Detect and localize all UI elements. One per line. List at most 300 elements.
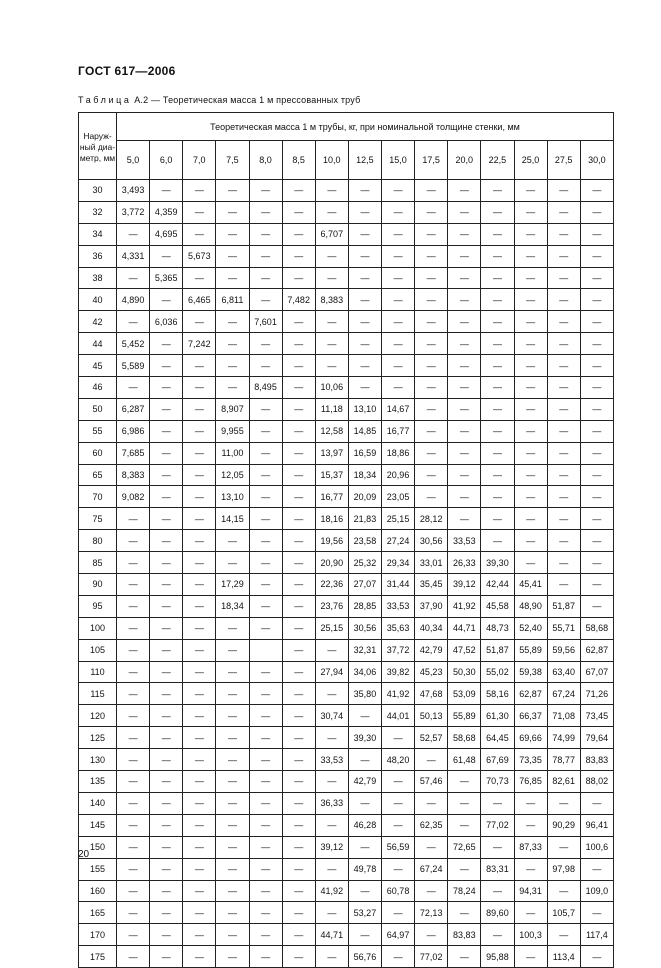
mass-value-cell: — [514, 311, 547, 333]
table-row [79, 377, 614, 399]
mass-value-cell: — [117, 705, 150, 727]
mass-value-cell: 40,34 [415, 617, 448, 639]
mass-value-cell: — [249, 464, 282, 486]
mass-value-cell: — [117, 814, 150, 836]
mass-value-cell: 51,87 [481, 639, 514, 661]
mass-value-cell: — [183, 201, 216, 223]
mass-value-cell: — [514, 201, 547, 223]
mass-value-cell: 74,99 [547, 727, 580, 749]
table-row [79, 245, 614, 267]
mass-value-cell: — [216, 377, 249, 399]
mass-value-cell: — [216, 245, 249, 267]
mass-value-cell: 70,73 [481, 771, 514, 793]
mass-table [78, 112, 614, 968]
mass-value-cell: — [150, 661, 183, 683]
mass-value-cell: — [117, 946, 150, 968]
mass-value-cell: 44,71 [315, 924, 348, 946]
outer-diameter-cell: 60 [79, 442, 117, 464]
mass-value-cell: — [315, 814, 348, 836]
mass-value-cell: — [514, 245, 547, 267]
mass-value-cell: 6,465 [183, 289, 216, 311]
mass-value-cell: 42,79 [348, 771, 381, 793]
mass-value-cell: 82,61 [547, 771, 580, 793]
mass-value-cell: 47,68 [415, 683, 448, 705]
mass-value-cell: — [282, 420, 315, 442]
mass-value-cell: 83,83 [580, 749, 613, 771]
mass-value-cell: 18,16 [315, 508, 348, 530]
mass-value-cell: — [117, 683, 150, 705]
mass-value-cell: — [415, 749, 448, 771]
outer-diameter-cell: 34 [79, 223, 117, 245]
mass-value-cell: — [282, 442, 315, 464]
mass-value-cell: 44,01 [382, 705, 415, 727]
mass-value-cell: 23,05 [382, 486, 415, 508]
table-row [79, 289, 614, 311]
mass-value-cell: — [580, 180, 613, 202]
mass-value-cell: 48,90 [514, 595, 547, 617]
mass-value-cell: — [282, 639, 315, 661]
table-caption-text: А.2 — Теоретическая масса 1 м прессованных труб [131, 95, 361, 105]
mass-value-cell: — [382, 333, 415, 355]
mass-value-cell: — [514, 814, 547, 836]
mass-value-cell: — [216, 858, 249, 880]
outer-diameter-cell: 145 [79, 814, 117, 836]
mass-value-cell: — [150, 683, 183, 705]
mass-value-cell: — [183, 749, 216, 771]
table-row [79, 595, 614, 617]
mass-value-cell: 6,811 [216, 289, 249, 311]
mass-value-cell: 105,7 [547, 902, 580, 924]
mass-value-cell: — [183, 311, 216, 333]
mass-value-cell: — [183, 223, 216, 245]
mass-value-cell: — [348, 289, 381, 311]
outer-diameter-cell: 130 [79, 749, 117, 771]
mass-value-cell: — [514, 552, 547, 574]
mass-value-cell: — [150, 836, 183, 858]
mass-value-cell: 33,01 [415, 552, 448, 574]
mass-value-cell: — [547, 442, 580, 464]
mass-value-cell: — [481, 464, 514, 486]
mass-value-cell: 39,30 [348, 727, 381, 749]
wall-thickness-header: 27,5 [547, 141, 580, 180]
outer-diameter-cell: 140 [79, 792, 117, 814]
mass-value-cell: 59,56 [547, 639, 580, 661]
wall-thickness-header: 5,0 [117, 141, 150, 180]
mass-value-cell: — [547, 464, 580, 486]
mass-value-cell: — [183, 661, 216, 683]
mass-value-cell: — [481, 333, 514, 355]
mass-value-cell: — [415, 355, 448, 377]
mass-value-cell: 96,41 [580, 814, 613, 836]
mass-value-cell: 58,16 [481, 683, 514, 705]
mass-value-cell: 19,56 [315, 530, 348, 552]
mass-value-cell: 30,56 [348, 617, 381, 639]
mass-value-cell: — [348, 377, 381, 399]
mass-value-cell: 37,90 [415, 595, 448, 617]
mass-value-cell: — [580, 398, 613, 420]
mass-value-cell: — [282, 880, 315, 902]
mass-value-cell: 22,36 [315, 574, 348, 596]
mass-value-cell: — [348, 201, 381, 223]
mass-value-cell: 62,87 [580, 639, 613, 661]
mass-value-cell: — [282, 201, 315, 223]
mass-value-cell: — [150, 727, 183, 749]
mass-value-cell: 36,33 [315, 792, 348, 814]
wall-thickness-header: 8,0 [249, 141, 282, 180]
table-row [79, 880, 614, 902]
mass-value-cell: 9,955 [216, 420, 249, 442]
outer-diameter-cell: 65 [79, 464, 117, 486]
mass-value-cell: — [150, 398, 183, 420]
mass-value-cell: — [514, 267, 547, 289]
outer-diameter-cell: 44 [79, 333, 117, 355]
mass-value-cell: — [448, 771, 481, 793]
mass-value-cell: 117,4 [580, 924, 613, 946]
mass-value-cell: 4,890 [117, 289, 150, 311]
mass-value-cell: — [150, 814, 183, 836]
mass-value-cell: 7,685 [117, 442, 150, 464]
mass-value-cell: — [282, 377, 315, 399]
mass-value-cell: — [415, 333, 448, 355]
outer-diameter-cell: 100 [79, 617, 117, 639]
mass-value-cell: 16,59 [348, 442, 381, 464]
mass-value-cell: 20,96 [382, 464, 415, 486]
mass-value-cell: — [448, 333, 481, 355]
mass-value-cell: — [514, 333, 547, 355]
outer-diameter-cell: 30 [79, 180, 117, 202]
outer-diameter-cell: 155 [79, 858, 117, 880]
mass-value-cell: — [415, 245, 448, 267]
mass-value-cell: — [216, 902, 249, 924]
mass-value-cell: — [183, 836, 216, 858]
mass-value-cell: — [150, 530, 183, 552]
mass-value-cell: — [183, 639, 216, 661]
mass-value-cell: 66,37 [514, 705, 547, 727]
mass-value-cell: — [117, 880, 150, 902]
mass-value-cell: — [249, 486, 282, 508]
mass-value-cell: — [282, 180, 315, 202]
wall-thickness-header: 22,5 [481, 141, 514, 180]
mass-value-cell: — [448, 289, 481, 311]
mass-value-cell: — [183, 727, 216, 749]
wall-thickness-header: 7,0 [183, 141, 216, 180]
mass-value-cell: 5,365 [150, 267, 183, 289]
mass-value-cell: 41,92 [382, 683, 415, 705]
mass-value-cell: — [216, 814, 249, 836]
mass-value-cell: — [315, 858, 348, 880]
mass-value-cell: — [249, 924, 282, 946]
mass-value-cell: — [150, 377, 183, 399]
mass-value-cell: 4,359 [150, 201, 183, 223]
table-row [79, 902, 614, 924]
mass-value-cell: — [448, 946, 481, 968]
mass-value-cell: 21,83 [348, 508, 381, 530]
mass-value-cell: — [249, 267, 282, 289]
mass-value-cell: — [481, 880, 514, 902]
mass-value-cell: — [315, 180, 348, 202]
wall-thickness-header: 8,5 [282, 141, 315, 180]
mass-value-cell: 53,27 [348, 902, 381, 924]
mass-value-cell: — [580, 333, 613, 355]
mass-value-cell: — [282, 530, 315, 552]
mass-value-cell: — [580, 508, 613, 530]
mass-value-cell: 37,72 [382, 639, 415, 661]
mass-value-cell: 77,02 [415, 946, 448, 968]
wall-thickness-header: 12,5 [348, 141, 381, 180]
mass-value-cell: — [382, 814, 415, 836]
mass-value-cell: 64,97 [382, 924, 415, 946]
mass-value-cell: 52,57 [415, 727, 448, 749]
table-row [79, 661, 614, 683]
mass-value-cell: — [216, 792, 249, 814]
mass-value-cell: — [183, 420, 216, 442]
mass-value-cell: 28,85 [348, 595, 381, 617]
mass-value-cell: — [150, 902, 183, 924]
wall-thickness-header: 6,0 [150, 141, 183, 180]
mass-value-cell: — [580, 530, 613, 552]
mass-value-cell: 3,772 [117, 201, 150, 223]
mass-value-cell: — [249, 771, 282, 793]
mass-value-cell: 20,09 [348, 486, 381, 508]
mass-value-cell: — [117, 617, 150, 639]
mass-value-cell: 27,94 [315, 661, 348, 683]
mass-value-cell: 16,77 [382, 420, 415, 442]
mass-value-cell: — [216, 727, 249, 749]
mass-value-cell: — [282, 792, 315, 814]
mass-value-cell: — [580, 946, 613, 968]
mass-value-cell: — [117, 639, 150, 661]
mass-value-cell: 23,58 [348, 530, 381, 552]
mass-value-cell: — [183, 858, 216, 880]
mass-value-cell: — [216, 311, 249, 333]
mass-value-cell: — [150, 924, 183, 946]
mass-value-cell: — [282, 771, 315, 793]
mass-value-cell: — [514, 377, 547, 399]
mass-value-cell: — [547, 486, 580, 508]
mass-value-cell: — [282, 836, 315, 858]
mass-value-cell: — [216, 924, 249, 946]
mass-value-cell: — [249, 574, 282, 596]
mass-value-cell: 71,26 [580, 683, 613, 705]
mass-value-cell: 45,23 [415, 661, 448, 683]
mass-value-cell: 14,67 [382, 398, 415, 420]
mass-value-cell: 12,58 [315, 420, 348, 442]
mass-value-cell: — [547, 180, 580, 202]
mass-value-cell: — [117, 508, 150, 530]
mass-value-cell: — [216, 705, 249, 727]
mass-value-cell: 35,80 [348, 683, 381, 705]
mass-value-cell: 42,79 [415, 639, 448, 661]
mass-value-cell: 20,90 [315, 552, 348, 574]
outer-diameter-cell: 115 [79, 683, 117, 705]
mass-value-cell: — [448, 814, 481, 836]
outer-diameter-cell: 55 [79, 420, 117, 442]
mass-value-cell: — [514, 486, 547, 508]
mass-value-cell: 72,65 [448, 836, 481, 858]
mass-value-cell: 78,77 [547, 749, 580, 771]
mass-value-cell: — [216, 333, 249, 355]
mass-value-cell: 4,695 [150, 223, 183, 245]
mass-value-cell: 17,29 [216, 574, 249, 596]
mass-value-cell: — [249, 289, 282, 311]
mass-value-cell: — [117, 792, 150, 814]
table-row [79, 639, 614, 661]
mass-value-cell: — [249, 727, 282, 749]
mass-value-cell: 27,07 [348, 574, 381, 596]
mass-value-cell: 69,66 [514, 727, 547, 749]
mass-value-cell: 67,24 [547, 683, 580, 705]
mass-value-cell: — [249, 661, 282, 683]
mass-value-cell: — [415, 223, 448, 245]
mass-value-cell: 6,287 [117, 398, 150, 420]
wall-thickness-header: 20,0 [448, 141, 481, 180]
mass-value-cell: — [282, 683, 315, 705]
table-row [79, 486, 614, 508]
mass-value-cell: — [216, 749, 249, 771]
outer-diameter-cell: 45 [79, 355, 117, 377]
mass-value-cell: 59,38 [514, 661, 547, 683]
mass-value-cell: 39,12 [448, 574, 481, 596]
mass-value-cell: — [117, 311, 150, 333]
mass-value-cell: — [150, 595, 183, 617]
mass-value-cell: — [183, 617, 216, 639]
mass-value-cell: — [315, 267, 348, 289]
outer-diameter-cell: 105 [79, 639, 117, 661]
mass-value-cell: 60,78 [382, 880, 415, 902]
mass-value-cell: 61,48 [448, 749, 481, 771]
mass-value-cell: — [481, 355, 514, 377]
mass-value-cell: — [580, 267, 613, 289]
mass-value-cell: 32,31 [348, 639, 381, 661]
mass-value-cell: — [150, 508, 183, 530]
mass-value-cell: 11,00 [216, 442, 249, 464]
mass-value-cell: — [216, 267, 249, 289]
mass-value-cell: 53,09 [448, 683, 481, 705]
mass-value-cell: 33,53 [315, 749, 348, 771]
mass-value-cell: — [481, 289, 514, 311]
mass-value-cell: — [216, 223, 249, 245]
mass-value-cell: — [348, 333, 381, 355]
mass-value-cell: — [481, 442, 514, 464]
mass-value-cell: 73,45 [580, 705, 613, 727]
mass-value-cell: — [547, 792, 580, 814]
mass-value-cell: — [183, 814, 216, 836]
mass-value-cell: — [580, 595, 613, 617]
mass-value-cell: — [415, 201, 448, 223]
mass-value-cell: — [382, 727, 415, 749]
mass-value-cell: — [481, 201, 514, 223]
mass-value-cell: — [448, 464, 481, 486]
mass-value-cell: — [216, 836, 249, 858]
mass-value-cell: — [580, 420, 613, 442]
mass-value-cell: 18,34 [216, 595, 249, 617]
mass-value-cell: — [282, 858, 315, 880]
page-number: 20 [78, 849, 90, 860]
mass-value-cell: 6,036 [150, 311, 183, 333]
mass-value-cell: — [547, 245, 580, 267]
mass-value-cell: — [580, 377, 613, 399]
mass-value-cell: — [117, 574, 150, 596]
mass-value-cell: — [448, 902, 481, 924]
outer-diameter-cell: 90 [79, 574, 117, 596]
mass-value-cell: — [282, 727, 315, 749]
mass-value-cell: — [514, 223, 547, 245]
outer-diameter-cell: 170 [79, 924, 117, 946]
mass-value-cell: — [249, 595, 282, 617]
mass-value-cell: — [249, 223, 282, 245]
mass-value-cell: — [150, 180, 183, 202]
mass-value-cell: 87,33 [514, 836, 547, 858]
mass-value-cell: — [183, 267, 216, 289]
mass-value-cell: — [183, 771, 216, 793]
mass-value-cell: — [448, 180, 481, 202]
mass-value-cell: 113,4 [547, 946, 580, 968]
mass-value-cell: — [448, 858, 481, 880]
outer-diameter-cell: 165 [79, 902, 117, 924]
outer-diameter-cell: 80 [79, 530, 117, 552]
mass-value-cell: — [348, 245, 381, 267]
mass-value-cell: — [117, 223, 150, 245]
mass-value-cell: — [547, 880, 580, 902]
mass-value-cell: 13,97 [315, 442, 348, 464]
mass-value-cell: 28,12 [415, 508, 448, 530]
mass-value-cell: — [117, 749, 150, 771]
mass-value-cell: — [282, 924, 315, 946]
mass-value-cell: — [481, 180, 514, 202]
mass-value-cell: 88,02 [580, 771, 613, 793]
mass-value-cell: — [249, 180, 282, 202]
mass-value-cell: 67,07 [580, 661, 613, 683]
table-row [79, 420, 614, 442]
mass-value-cell: — [448, 245, 481, 267]
mass-value-cell: — [580, 902, 613, 924]
mass-value-cell: — [282, 617, 315, 639]
mass-value-cell: — [150, 705, 183, 727]
table-row [79, 858, 614, 880]
mass-value-cell: — [150, 486, 183, 508]
mass-value-cell: 9,082 [117, 486, 150, 508]
mass-value-cell: — [547, 398, 580, 420]
mass-value-cell: — [117, 661, 150, 683]
mass-value-cell: 71,08 [547, 705, 580, 727]
mass-value-cell: — [249, 442, 282, 464]
table-row [79, 398, 614, 420]
mass-value-cell: — [315, 683, 348, 705]
mass-value-cell: 39,82 [382, 661, 415, 683]
mass-value-cell: — [348, 792, 381, 814]
mass-value-cell: 64,45 [481, 727, 514, 749]
mass-value-cell: 100,6 [580, 836, 613, 858]
mass-value-cell: 79,64 [580, 727, 613, 749]
mass-value-cell: — [415, 311, 448, 333]
mass-value-cell: — [117, 377, 150, 399]
mass-value-cell: — [282, 245, 315, 267]
table-row [79, 311, 614, 333]
mass-value-cell: — [216, 552, 249, 574]
mass-value-cell: — [315, 311, 348, 333]
mass-value-cell: 55,89 [514, 639, 547, 661]
mass-value-cell: — [415, 836, 448, 858]
mass-value-cell: 56,76 [348, 946, 381, 968]
mass-value-cell: — [514, 398, 547, 420]
mass-value-cell: — [580, 289, 613, 311]
mass-value-cell: — [481, 377, 514, 399]
mass-value-cell: — [315, 902, 348, 924]
mass-value-cell: — [382, 289, 415, 311]
mass-value-cell: — [282, 508, 315, 530]
mass-value-cell: — [315, 333, 348, 355]
table-row [79, 267, 614, 289]
